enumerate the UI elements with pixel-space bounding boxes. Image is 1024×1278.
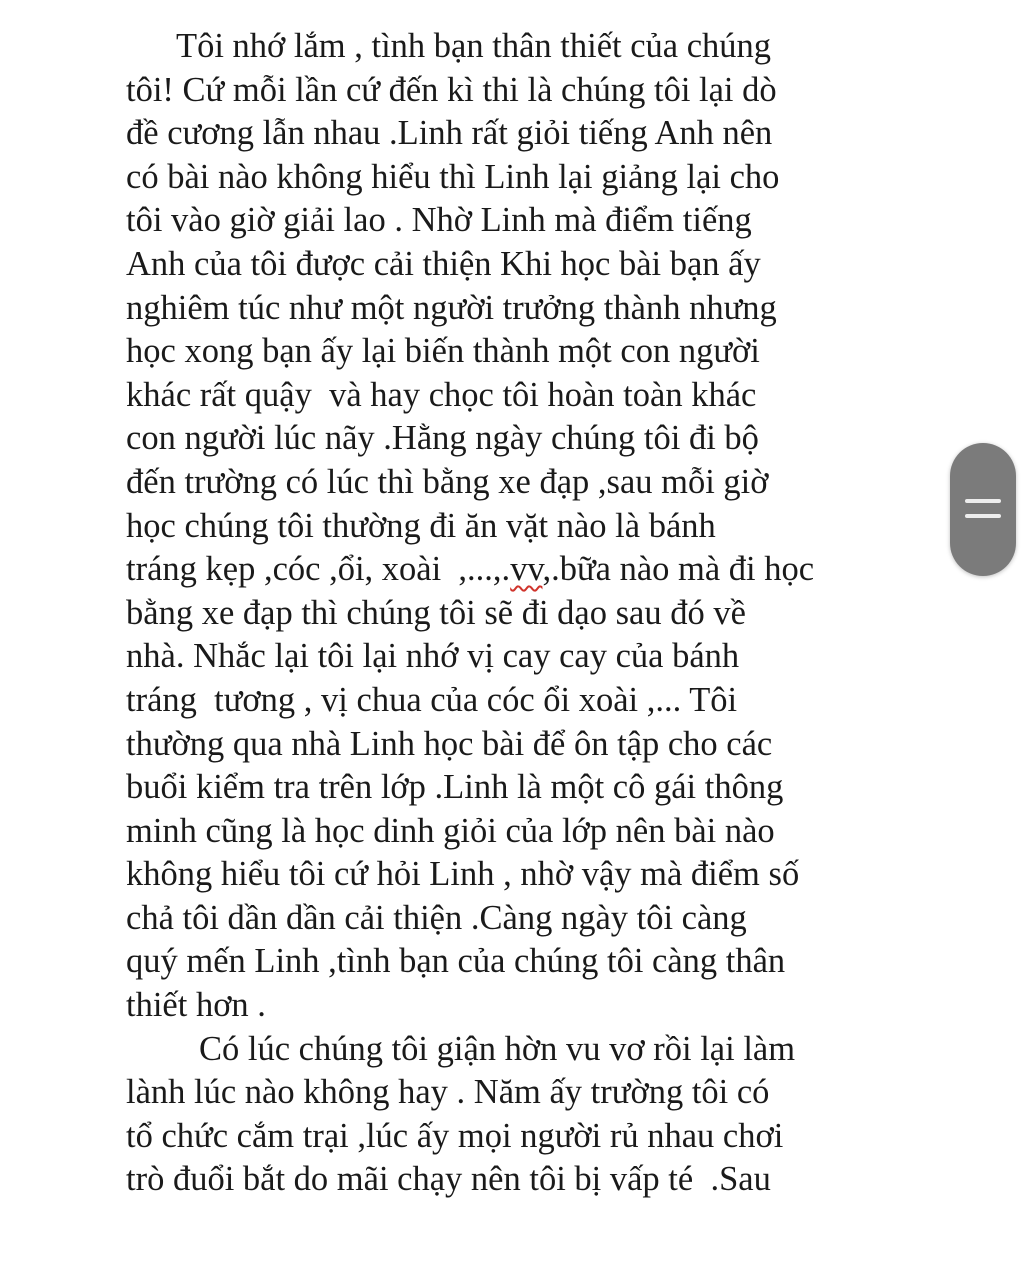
- drag-handle-icon: [965, 514, 1001, 518]
- document-text: [126, 25, 916, 1202]
- text-line: minh cũng là học dinh giỏi của lớp nên bài nào: [126, 811, 775, 850]
- text-line: thiết hơn .: [126, 986, 266, 1025]
- text-line: đến trường có lúc thì bằng xe đạp ,sau mỗi giờ: [126, 462, 769, 501]
- text-line: Tôi nhớ lắm , tình bạn thân thiết của chúng: [176, 27, 772, 65]
- text-line: nhà. Nhắc lại tôi lại nhớ vị cay cay của bánh: [126, 637, 740, 676]
- text-line: Có lúc chúng tôi giận hờn vu vơ rồi lại làm: [199, 1029, 796, 1068]
- text-line: có bài nào không hiểu thì Linh lại giảng lại cho: [126, 157, 780, 196]
- text-line: tráng tương , vị chua của cóc ổi xoài ,... Tôi: [126, 680, 738, 719]
- text-line: Anh của tôi được cải thiện Khi học bài bạn ấy: [126, 244, 761, 283]
- drag-handle-icon: [965, 499, 1001, 503]
- text-line: lành lúc nào không hay . Năm ấy trường tôi có: [126, 1073, 770, 1112]
- text-line: tôi vào giờ giải lao . Nhờ Linh mà điểm tiếng: [126, 201, 752, 240]
- text-line: con người lúc nãy .Hằng ngày chúng tôi đi bộ: [126, 419, 759, 458]
- text-line: chả tôi dần dần cải thiện .Càng ngày tôi càng: [126, 898, 747, 937]
- text-line-with-spellcheck: [126, 548, 916, 592]
- text-segment: tráng kẹp ,cóc ,ổi, xoài ,...,.: [126, 550, 511, 589]
- text-line: bằng xe đạp thì chúng tôi sẽ đi dạo sau đó về: [126, 593, 746, 632]
- text-line: nghiêm túc như một người trưởng thành nhưng: [126, 288, 777, 327]
- text-line: tôi! Cứ mỗi lần cứ đến kì thi là chúng tôi lại dò: [126, 70, 777, 109]
- text-line: học chúng tôi thường đi ăn vặt nào là bánh: [126, 506, 716, 545]
- text-line: quý mến Linh ,tình bạn của chúng tôi càng thân: [126, 942, 786, 981]
- text-segment: ,.bữa nào mà đi học: [542, 550, 815, 589]
- text-line: tổ chức cắm trại ,lúc ấy mọi người rủ nhau chơi: [126, 1116, 784, 1155]
- text-line: đề cương lẫn nhau .Linh rất giỏi tiếng Anh nên: [126, 114, 773, 153]
- text-line: không hiểu tôi cứ hỏi Linh , nhờ vậy mà điểm số: [126, 855, 800, 894]
- text-line: trò đuổi bắt do mãi chạy nên tôi bị vấp té .Sau: [126, 1160, 771, 1199]
- text-line: buổi kiểm tra trên lớp .Linh là một cô gái thông: [126, 768, 784, 807]
- scroll-handle[interactable]: [950, 443, 1016, 576]
- text-line: học xong bạn ấy lại biến thành một con người: [126, 332, 760, 371]
- spellcheck-flagged-word[interactable]: vv: [510, 550, 543, 589]
- text-line: thường qua nhà Linh học bài để ôn tập cho các: [126, 724, 773, 763]
- text-line: khác rất quậy và hay chọc tôi hoàn toàn khác: [126, 375, 757, 414]
